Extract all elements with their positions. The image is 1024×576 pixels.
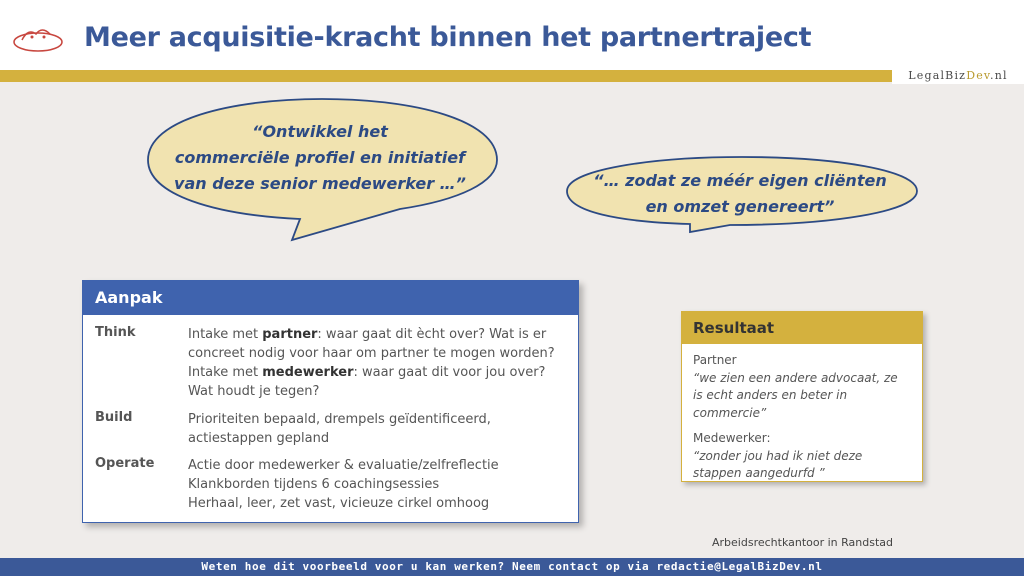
build-text: Prioriteiten bepaald, drempels geïdentificeerd, actiestappen gepland <box>188 412 491 446</box>
build-label: Build <box>95 410 133 425</box>
brand-logo: LegalBizDev.nl <box>892 68 1024 84</box>
medewerker-label: Medewerker: <box>693 431 771 445</box>
think-text: Intake met partner: waar gaat dit ècht over? Wat is er concreet nodig voor haar om partner te mogen worden? Intake met medewerker: waar gaat dit voor jou over? Wat houdt je tegen? <box>188 327 555 399</box>
caption: Arbeidsrechtkantoor in Randstad <box>712 536 894 549</box>
think-label: Think <box>95 325 136 340</box>
quote-left: “Ontwikkel het commerciële profiel en initiatief van deze senior medewerker …” <box>174 122 466 193</box>
resultaat-title: Resultaat <box>682 312 922 344</box>
resultaat-panel <box>681 311 923 482</box>
operate-text: Actie door medewerker & evaluatie/zelfreflectie Klankborden tijdens 6 coachingsessies Herhaal, leer, zet vast, vicieuze cirkel omhoog <box>188 458 499 511</box>
operate-label: Operate <box>95 456 155 471</box>
aanpak-title: Aanpak <box>83 281 578 315</box>
quote-right: “… zodat ze méér eigen cliënten en omzet genereert” <box>593 171 887 216</box>
aanpak-panel <box>82 280 579 523</box>
medewerker-quote: “zonder jou had ik niet deze stappen aangedurfd ” <box>693 448 863 480</box>
page-title: Meer acquisitie-kracht binnen het partnertraject <box>84 22 812 53</box>
footer-contact[interactable]: Weten hoe dit voorbeeld voor u kan werken? Neem contact op via redactie@LegalBizDev.nl <box>0 558 1024 576</box>
partner-quote: “we zien een andere advocaat, ze is echt anders en beter in commercie” <box>693 370 898 420</box>
partner-label: Partner <box>693 353 737 367</box>
